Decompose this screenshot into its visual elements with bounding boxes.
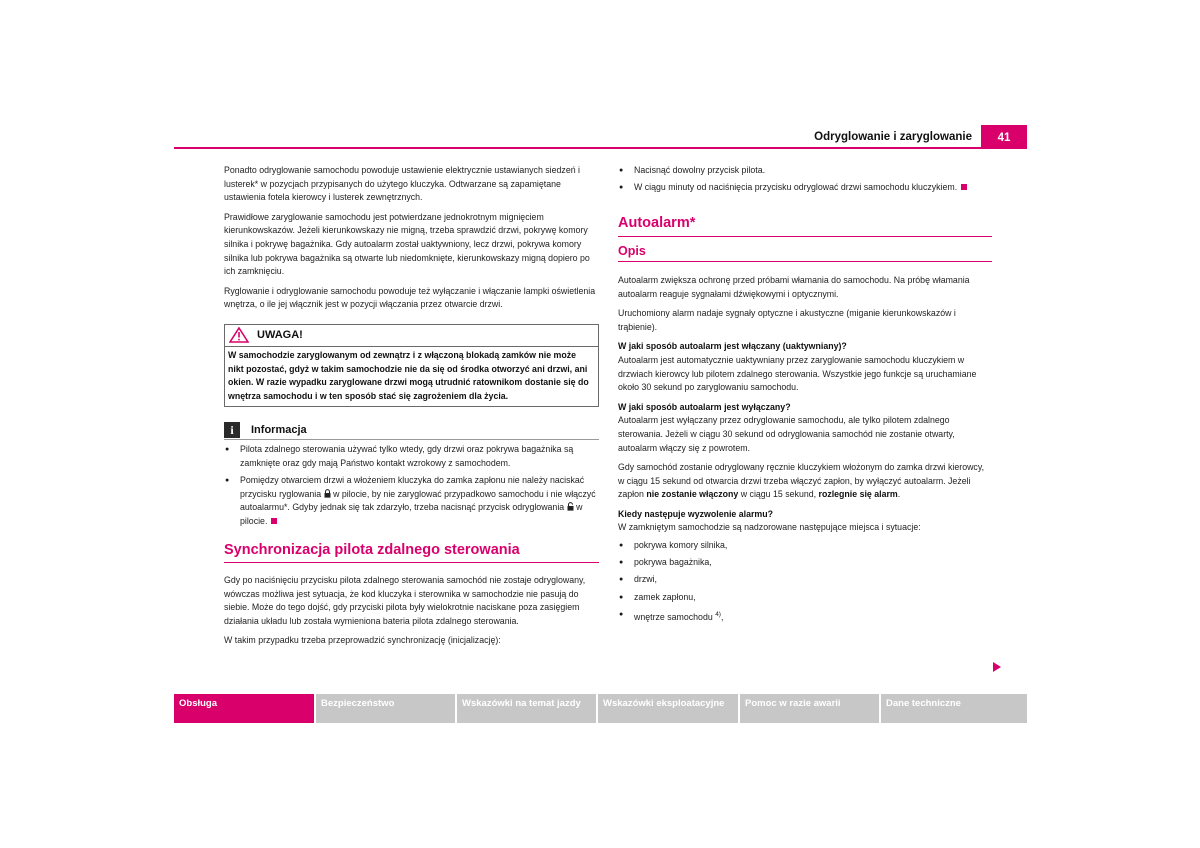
continue-arrow-icon	[993, 662, 1001, 672]
section-end-mark	[271, 518, 277, 524]
paragraph-manual-unlock	[618, 461, 992, 502]
warning-text: W samochodzie zaryglowanym od zewnątrz i z włączoną blokadą zamków nie może nikt pozostać, gdyż w takim samochodzie nie da się od środka otworzyć ani drzwi, ani okien. W razie wypadku zaryglowane drzwi mogą utrudnić ratownikom dostanie się do wnętrza samochodu i w ten sposób stać się zagrożeniem dla życia.	[228, 349, 589, 401]
chapter-nav	[174, 694, 1027, 723]
info-icon: i	[224, 422, 240, 438]
warning-box	[224, 324, 599, 407]
paragraph-memory-settings: Ponadto odryglowanie samochodu powoduje ustawienie elektrycznie ustawianych siedzeń i lusterek* w pozycjach przypisanych do użytego kluczyka. Odtwarzane są zapamiętane ustawienia fotela kierowcy i lusterek zewnętrznych.	[224, 165, 580, 203]
monitored-item: ● pokrywa komory silnika,	[618, 539, 992, 553]
monitored-item: ● drzwi,	[618, 573, 992, 587]
nav-tab-wskazowki-jazda[interactable]: Wskazówki na temat jazdy	[457, 694, 598, 723]
right-column	[618, 164, 992, 628]
manual-unlock-bold-1: nie zostanie włączony	[646, 489, 739, 500]
monitored-item-text: wnętrze samochodu	[634, 611, 713, 622]
heading-autoalarm: Autoalarm*	[618, 217, 992, 238]
paragraph-sync-intro: W takim przypadku trzeba przeprowadzić synchronizację (inicjalizację):	[224, 635, 501, 646]
info-title: Informacja	[251, 423, 307, 436]
paragraph-interior-light: Ryglowanie i odryglowanie samochodu powoduje też wyłączanie i włączanie lampki oświetlenia wnętrza, o ile jej włącznik jest w pozycji włączania przez otwarcie drzwi.	[224, 285, 596, 310]
warning-header	[225, 325, 598, 347]
warning-triangle-icon	[229, 327, 249, 343]
info-item-remote-use: ● Pilota zdalnego sterowania używać tylko wtedy, gdy drzwi oraz pokrywa bagażnika są zamknięte oraz gdy mają Państwo kontakt wzrokowy z samochodem.	[224, 443, 599, 470]
info-item-lock-text-a: Pomiędzy otwarciem drzwi a włożeniem kluczyka do zamka zapłonu nie należy naciskać przycisku ryglowania	[240, 475, 585, 499]
manual-unlock-bold-2: rozlegnie się alarm	[818, 489, 898, 500]
sync-step-1: ● Nacisnąć dowolny przycisk pilota.	[618, 164, 992, 178]
monitored-item: ● pokrywa bagażnika,	[618, 556, 992, 570]
paragraph-lock-confirmation: Prawidłowe zaryglowanie samochodu jest potwierdzane jednokrotnym mignięciem kierunkowskazów. Jeżeli kierunkowskazy nie migną, trzeba sprawdzić drzwi, pokrywę komory silnika i pokrywę bagażnika. Gdy autoalarm został uaktywniony, lecz drzwi, pokrywa komory silnika lub pokrywa bagażnika są otwarte lub niedomknięte, kierunkowskazy migną dopiero po ich zamknięciu.	[224, 211, 590, 277]
monitored-list	[618, 539, 992, 624]
manual-unlock-text-a: Gdy samochód zostanie odryglowany ręcznie kluczykiem włożonym do zamka drzwi kierowcy, w ciągu 15 sekund od otwarcia drzwi trzeba włączyć zapłon, by wyłączyć autoalarm. Jeżeli zapłon	[618, 462, 985, 500]
nav-tab-obsluga[interactable]: Obsługa	[174, 694, 316, 723]
nav-tab-pomoc[interactable]: Pomoc w razie awarii	[740, 694, 881, 723]
paragraph-alarm-purpose: Autoalarm zwiększa ochronę przed próbami włamania do samochodu. Na próbę włamania autoalarm reaguje sygnałami dźwiękowymi i optycznymi.	[618, 274, 970, 299]
paragraph-sync-problem: Gdy po naciśnięciu przycisku pilota zdalnego sterowania samochód nie zostaje odryglowany, wówczas możliwa jest sytuacja, że kod kluczyka i sterownika w samochodzie nie pasują do siebie. Może do tego dojść, gdy przyciski pilota były wielokrotnie naciskane poza zasięgiem działania układu lub została wymieniona bateria pilota zdalnego sterowania.	[224, 575, 586, 626]
lock-open-icon	[567, 502, 574, 511]
info-list	[224, 443, 599, 528]
question-trigger: Kiedy następuje wyzwolenie alarmu?	[618, 508, 773, 519]
sync-step-2	[618, 181, 992, 195]
info-item-lock-text-b: w pilocie, by nie zaryglować przypadkowo samochodu i nie włączyć autoalarmu*. Gdyby jednak się tak zdarzyło, trzeba nacisnąć przycisk odryglowania	[240, 488, 596, 513]
answer-deactivation: Autoalarm jest wyłączany przez odryglowanie samochodu, ale tylko pilotem zdalnego sterowania. Jeżeli w ciągu 30 sekund od odryglowania samochód nie zostanie otwarty, autoalarm włączy się z powrotem.	[618, 415, 955, 453]
nav-tab-dane-techniczne[interactable]: Dane techniczne	[881, 694, 1027, 723]
manual-unlock-period: .	[897, 489, 901, 500]
info-item-lock-text-c: w pilocie.	[240, 502, 583, 526]
monitored-item-tail: ,	[720, 611, 724, 622]
page-number: 41	[981, 125, 1027, 149]
left-column	[224, 164, 599, 654]
heading-sync: Synchronizacja pilota zdalnego sterowania	[224, 544, 599, 563]
footnote-ref: 4)	[715, 610, 721, 618]
heading-description: Opis	[618, 245, 992, 262]
nav-tab-bezpieczenstwo[interactable]: Bezpieczeństwo	[316, 694, 457, 723]
warning-title: UWAGA!	[257, 328, 303, 341]
lock-closed-icon	[324, 489, 331, 498]
monitored-item: ● zamek zapłonu,	[618, 591, 992, 605]
nav-tab-wskazowki-eksploatacyjne[interactable]: Wskazówki eksploatacyjne	[598, 694, 740, 723]
sync-step-2-text: W ciągu minuty od naciśnięcia przycisku odryglować drzwi samochodu kluczykiem.	[634, 182, 958, 193]
manual-unlock-text-b: w ciągu 15 sekund,	[740, 489, 817, 500]
info-item-lock-button	[224, 474, 599, 528]
info-header	[224, 421, 599, 439]
info-rule	[224, 439, 599, 440]
paragraph-alarm-signals: Uruchomiony alarm nadaje sygnały optyczne i akustyczne (miganie kierunkowskazów i trąbienie).	[618, 308, 956, 332]
answer-activation: Autoalarm jest automatycznie uaktywniany przez zaryglowanie samochodu kluczykiem w drzwiach kierowcy lub pilotem zdalnego sterowania. Wszystkie jego funkcje są uruchamiane około 30 sekund po zaryglowaniu samochodu.	[618, 354, 977, 393]
answer-trigger: W zamkniętym samochodzie są nadzorowane następujące miejsca i sytuacje:	[618, 522, 921, 533]
question-deactivation: W jaki sposób autoalarm jest wyłączany?	[618, 401, 791, 412]
sync-steps-list	[618, 164, 992, 195]
question-activation: W jaki sposób autoalarm jest włączany (uaktywniany)?	[618, 341, 847, 352]
monitored-item	[618, 608, 992, 625]
chapter-title: Odryglowanie i zaryglowanie	[814, 131, 972, 143]
section-end-mark	[961, 184, 967, 190]
header-rule	[174, 147, 1027, 149]
